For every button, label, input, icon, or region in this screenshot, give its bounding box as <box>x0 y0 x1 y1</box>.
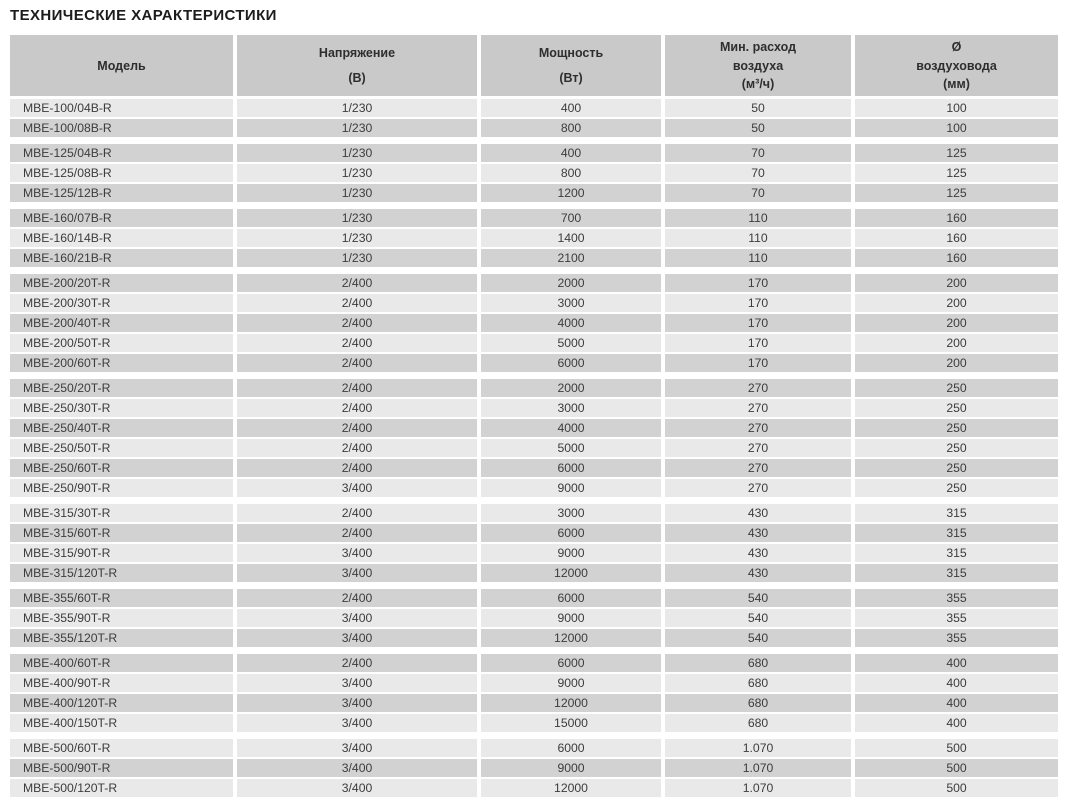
table-row <box>10 144 1058 164</box>
cell-duct-diameter: 160 <box>855 249 1058 269</box>
cell-duct-diameter: 400 <box>855 674 1058 694</box>
cell-duct-diameter: 100 <box>855 119 1058 139</box>
cell-model: MBE-315/60T-R <box>10 524 237 544</box>
cell-power: 9000 <box>481 479 665 499</box>
cell-power: 4000 <box>481 419 665 439</box>
cell-voltage: 3/400 <box>237 479 481 499</box>
cell-min-airflow: 680 <box>665 694 855 714</box>
cell-voltage: 1/230 <box>237 144 481 164</box>
cell-duct-diameter: 250 <box>855 399 1058 419</box>
cell-model: MBE-400/120T-R <box>10 694 237 714</box>
cell-duct-diameter: 500 <box>855 779 1058 799</box>
table-row <box>10 694 1058 714</box>
cell-duct-diameter: 160 <box>855 229 1058 249</box>
cell-duct-diameter: 355 <box>855 589 1058 609</box>
table-row <box>10 209 1058 229</box>
cell-model: MBE-125/12B-R <box>10 184 237 204</box>
cell-voltage: 3/400 <box>237 544 481 564</box>
cell-duct-diameter: 400 <box>855 654 1058 674</box>
cell-min-airflow: 170 <box>665 294 855 314</box>
cell-voltage: 3/400 <box>237 674 481 694</box>
cell-duct-diameter: 200 <box>855 274 1058 294</box>
table-row <box>10 504 1058 524</box>
cell-min-airflow: 110 <box>665 209 855 229</box>
header-line: воздуховода <box>916 58 997 73</box>
cell-power: 9000 <box>481 759 665 779</box>
cell-voltage: 1/230 <box>237 184 481 204</box>
cell-power: 800 <box>481 119 665 139</box>
column-header-text <box>665 35 851 96</box>
header-unit: (В) <box>348 71 366 85</box>
table-row <box>10 629 1058 649</box>
cell-model: MBE-315/120T-R <box>10 564 237 584</box>
cell-voltage: 3/400 <box>237 714 481 734</box>
table-row <box>10 164 1058 184</box>
column-header-duct-diameter <box>855 35 1058 99</box>
cell-voltage: 2/400 <box>237 354 481 374</box>
cell-duct-diameter: 315 <box>855 564 1058 584</box>
table-row <box>10 419 1058 439</box>
cell-power: 2100 <box>481 249 665 269</box>
cell-voltage: 3/400 <box>237 759 481 779</box>
table-body <box>10 99 1058 799</box>
cell-model: MBE-200/30T-R <box>10 294 237 314</box>
cell-duct-diameter: 400 <box>855 714 1058 734</box>
cell-duct-diameter: 315 <box>855 504 1058 524</box>
cell-duct-diameter: 200 <box>855 294 1058 314</box>
cell-model: MBE-250/50T-R <box>10 439 237 459</box>
header-line: Мощность <box>538 46 604 60</box>
cell-min-airflow: 1.070 <box>665 779 855 799</box>
cell-model: MBE-250/30T-R <box>10 399 237 419</box>
table-row <box>10 589 1058 609</box>
cell-voltage: 3/400 <box>237 564 481 584</box>
cell-voltage: 2/400 <box>237 334 481 354</box>
cell-model: MBE-125/08B-R <box>10 164 237 184</box>
cell-model: MBE-100/08B-R <box>10 119 237 139</box>
cell-model: MBE-500/120T-R <box>10 779 237 799</box>
cell-model: MBE-250/90T-R <box>10 479 237 499</box>
cell-model: MBE-355/120T-R <box>10 629 237 649</box>
cell-min-airflow: 540 <box>665 609 855 629</box>
cell-voltage: 3/400 <box>237 694 481 714</box>
table-row <box>10 439 1058 459</box>
table-row <box>10 459 1058 479</box>
cell-voltage: 1/230 <box>237 119 481 139</box>
cell-power: 6000 <box>481 654 665 674</box>
cell-model: MBE-400/60T-R <box>10 654 237 674</box>
table-row <box>10 714 1058 734</box>
header-line: Модель <box>97 58 146 73</box>
cell-power: 5000 <box>481 439 665 459</box>
table-row <box>10 249 1058 269</box>
header-row <box>10 35 1058 99</box>
cell-duct-diameter: 500 <box>855 759 1058 779</box>
cell-duct-diameter: 100 <box>855 99 1058 119</box>
cell-min-airflow: 270 <box>665 439 855 459</box>
cell-power: 6000 <box>481 354 665 374</box>
cell-min-airflow: 270 <box>665 419 855 439</box>
cell-power: 15000 <box>481 714 665 734</box>
column-header-text <box>855 35 1058 96</box>
table-row <box>10 779 1058 799</box>
cell-voltage: 1/230 <box>237 229 481 249</box>
cell-power: 800 <box>481 164 665 184</box>
cell-min-airflow: 170 <box>665 354 855 374</box>
cell-model: MBE-500/60T-R <box>10 739 237 759</box>
table-row <box>10 479 1058 499</box>
cell-min-airflow: 270 <box>665 399 855 419</box>
cell-duct-diameter: 125 <box>855 164 1058 184</box>
column-header-power <box>481 35 665 99</box>
cell-duct-diameter: 200 <box>855 314 1058 334</box>
cell-power: 6000 <box>481 459 665 479</box>
cell-power: 3000 <box>481 294 665 314</box>
table-row <box>10 314 1058 334</box>
table-row <box>10 229 1058 249</box>
cell-duct-diameter: 400 <box>855 694 1058 714</box>
column-header-text <box>481 35 661 96</box>
cell-min-airflow: 170 <box>665 334 855 354</box>
header-unit: (мм) <box>943 77 970 92</box>
header-unit: (Вт) <box>559 71 583 85</box>
cell-voltage: 3/400 <box>237 739 481 759</box>
table-row <box>10 524 1058 544</box>
cell-duct-diameter: 250 <box>855 379 1058 399</box>
header-line: воздуха <box>732 58 784 73</box>
cell-voltage: 2/400 <box>237 524 481 544</box>
cell-min-airflow: 1.070 <box>665 739 855 759</box>
table-row <box>10 759 1058 779</box>
cell-model: MBE-160/21B-R <box>10 249 237 269</box>
cell-min-airflow: 50 <box>665 99 855 119</box>
cell-power: 5000 <box>481 334 665 354</box>
header-line: Ø <box>951 39 962 54</box>
cell-power: 4000 <box>481 314 665 334</box>
cell-voltage: 1/230 <box>237 164 481 184</box>
cell-min-airflow: 430 <box>665 564 855 584</box>
cell-model: MBE-200/60T-R <box>10 354 237 374</box>
cell-model: MBE-315/30T-R <box>10 504 237 524</box>
cell-model: MBE-355/90T-R <box>10 609 237 629</box>
technical-specs-table <box>10 35 1058 799</box>
cell-voltage: 2/400 <box>237 654 481 674</box>
cell-min-airflow: 270 <box>665 479 855 499</box>
cell-voltage: 1/230 <box>237 249 481 269</box>
cell-power: 700 <box>481 209 665 229</box>
cell-duct-diameter: 200 <box>855 354 1058 374</box>
cell-voltage: 3/400 <box>237 629 481 649</box>
cell-model: MBE-200/50T-R <box>10 334 237 354</box>
cell-power: 2000 <box>481 379 665 399</box>
cell-model: MBE-400/90T-R <box>10 674 237 694</box>
cell-model: MBE-100/04B-R <box>10 99 237 119</box>
cell-voltage: 3/400 <box>237 779 481 799</box>
cell-power: 9000 <box>481 674 665 694</box>
table-row <box>10 564 1058 584</box>
table-row <box>10 334 1058 354</box>
cell-model: MBE-400/150T-R <box>10 714 237 734</box>
cell-voltage: 2/400 <box>237 274 481 294</box>
cell-duct-diameter: 160 <box>855 209 1058 229</box>
cell-model: MBE-250/20T-R <box>10 379 237 399</box>
table-row <box>10 354 1058 374</box>
cell-min-airflow: 70 <box>665 144 855 164</box>
cell-power: 400 <box>481 144 665 164</box>
cell-min-airflow: 70 <box>665 164 855 184</box>
cell-min-airflow: 430 <box>665 524 855 544</box>
cell-voltage: 2/400 <box>237 459 481 479</box>
column-header-min-airflow <box>665 35 855 99</box>
cell-power: 2000 <box>481 274 665 294</box>
table-row <box>10 379 1058 399</box>
cell-voltage: 2/400 <box>237 379 481 399</box>
cell-power: 12000 <box>481 779 665 799</box>
cell-model: MBE-125/04B-R <box>10 144 237 164</box>
table-row <box>10 654 1058 674</box>
cell-duct-diameter: 200 <box>855 334 1058 354</box>
cell-duct-diameter: 125 <box>855 184 1058 204</box>
cell-min-airflow: 270 <box>665 459 855 479</box>
cell-duct-diameter: 250 <box>855 479 1058 499</box>
cell-power: 1400 <box>481 229 665 249</box>
cell-min-airflow: 110 <box>665 229 855 249</box>
table-row <box>10 274 1058 294</box>
cell-voltage: 2/400 <box>237 589 481 609</box>
cell-min-airflow: 680 <box>665 674 855 694</box>
cell-model: MBE-500/90T-R <box>10 759 237 779</box>
cell-min-airflow: 170 <box>665 274 855 294</box>
cell-min-airflow: 50 <box>665 119 855 139</box>
cell-power: 12000 <box>481 564 665 584</box>
cell-min-airflow: 70 <box>665 184 855 204</box>
cell-model: MBE-160/07B-R <box>10 209 237 229</box>
cell-power: 6000 <box>481 589 665 609</box>
table-header <box>10 35 1058 99</box>
table-row <box>10 399 1058 419</box>
cell-power: 9000 <box>481 544 665 564</box>
cell-model: MBE-250/60T-R <box>10 459 237 479</box>
cell-duct-diameter: 315 <box>855 524 1058 544</box>
cell-duct-diameter: 250 <box>855 459 1058 479</box>
cell-min-airflow: 1.070 <box>665 759 855 779</box>
cell-power: 6000 <box>481 524 665 544</box>
cell-duct-diameter: 125 <box>855 144 1058 164</box>
cell-duct-diameter: 315 <box>855 544 1058 564</box>
cell-voltage: 3/400 <box>237 609 481 629</box>
column-header-voltage <box>237 35 481 99</box>
cell-model: MBE-315/90T-R <box>10 544 237 564</box>
cell-min-airflow: 430 <box>665 504 855 524</box>
cell-power: 12000 <box>481 694 665 714</box>
cell-voltage: 2/400 <box>237 294 481 314</box>
cell-min-airflow: 170 <box>665 314 855 334</box>
cell-min-airflow: 680 <box>665 714 855 734</box>
cell-model: MBE-200/20T-R <box>10 274 237 294</box>
cell-min-airflow: 110 <box>665 249 855 269</box>
cell-model: MBE-200/40T-R <box>10 314 237 334</box>
table-row <box>10 739 1058 759</box>
header-unit: (м³/ч) <box>741 77 775 92</box>
cell-min-airflow: 430 <box>665 544 855 564</box>
cell-power: 12000 <box>481 629 665 649</box>
table-row <box>10 294 1058 314</box>
cell-model: MBE-355/60T-R <box>10 589 237 609</box>
header-line: Мин. расход <box>719 39 796 54</box>
cell-power: 1200 <box>481 184 665 204</box>
cell-min-airflow: 540 <box>665 629 855 649</box>
cell-voltage: 1/230 <box>237 209 481 229</box>
cell-min-airflow: 540 <box>665 589 855 609</box>
cell-voltage: 2/400 <box>237 399 481 419</box>
column-header-text <box>10 35 233 96</box>
cell-duct-diameter: 355 <box>855 609 1058 629</box>
table-row <box>10 184 1058 204</box>
cell-model: MBE-250/40T-R <box>10 419 237 439</box>
cell-duct-diameter: 355 <box>855 629 1058 649</box>
header-line: Напряжение <box>318 46 396 60</box>
cell-min-airflow: 270 <box>665 379 855 399</box>
column-header-text <box>237 35 477 96</box>
cell-power: 9000 <box>481 609 665 629</box>
table-row <box>10 544 1058 564</box>
cell-power: 400 <box>481 99 665 119</box>
table-row <box>10 119 1058 139</box>
cell-voltage: 2/400 <box>237 504 481 524</box>
column-header-model <box>10 35 237 99</box>
table-row <box>10 674 1058 694</box>
table-row <box>10 609 1058 629</box>
cell-model: MBE-160/14B-R <box>10 229 237 249</box>
cell-duct-diameter: 500 <box>855 739 1058 759</box>
cell-duct-diameter: 250 <box>855 439 1058 459</box>
cell-voltage: 2/400 <box>237 419 481 439</box>
page-title: ТЕХНИЧЕСКИЕ ХАРАКТЕРИСТИКИ <box>10 7 277 24</box>
cell-power: 6000 <box>481 739 665 759</box>
table-row <box>10 99 1058 119</box>
cell-voltage: 2/400 <box>237 439 481 459</box>
cell-power: 3000 <box>481 399 665 419</box>
cell-min-airflow: 680 <box>665 654 855 674</box>
cell-voltage: 1/230 <box>237 99 481 119</box>
cell-power: 3000 <box>481 504 665 524</box>
cell-duct-diameter: 250 <box>855 419 1058 439</box>
cell-voltage: 2/400 <box>237 314 481 334</box>
